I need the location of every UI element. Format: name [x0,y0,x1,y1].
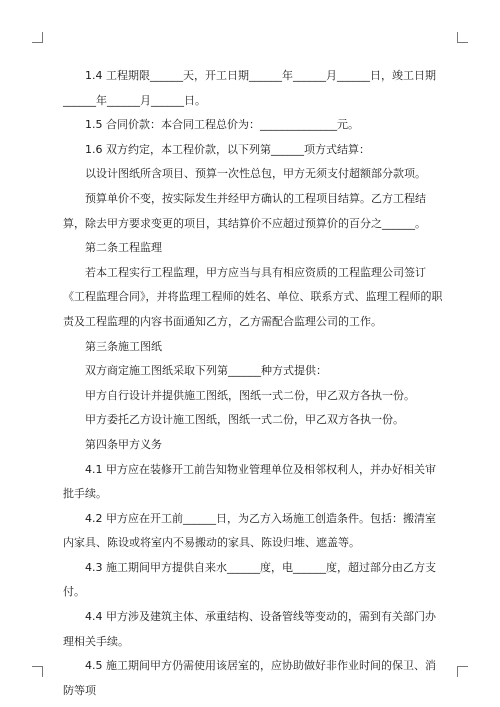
settlement-option-2: 预算单价不变，按实际发生并经甲方确认的工程项目结算。乙方工程结算，除去甲方要求变更的项目，其结算价不应超过预算价的百分之______。 [63,191,426,230]
section-heading-4: 第四条甲方义务 [85,437,162,451]
crop-mark-bottom-right [457,666,468,677]
clause-4-4: 4.4 甲方涉及建筑主体、承重结构、设备管线等变动的，需到有关部门办理相关手续。 [63,610,436,648]
settlement-option-1: 以设计图纸所含项目、预算一次性总包，甲方无须支付超额部分款项。 [85,167,426,181]
crop-mark-top-right [457,32,468,43]
clause-4-5: 4.5 施工期间甲方仍需使用该居室的，应协助做好非作业时间的保卫、消防等项 [63,659,436,697]
drawings-method: 双方商定施工图纸采取下列第______种方式提供： [85,364,327,378]
clause-4-2: 4.2 甲方应在开工前______日，为乙方入场施工创造条件。包括：搬清室内家具、陈设或将室内不易搬动的家具、陈设归堆、遮盖等。 [63,511,436,550]
clause-1-4: 1.4 工程期限______天，开工日期______年______月______日，竣工日期______年______月______日。 [63,69,436,107]
clause-1-6: 1.6 双方约定，本工程价款，以下列第______项方式结算： [85,142,370,156]
clause-1-5: 1.5 合同价款：本合同工程总价为：______________元。 [85,118,359,132]
document-body [63,64,443,703]
section-heading-2: 第二条工程监理 [85,241,162,255]
clause-4-3: 4.3 施工期间甲方提供自来水______度，电______度，超过部分由乙方支付。 [63,560,436,599]
section-heading-3: 第三条施工图纸 [85,339,162,353]
supervision-paragraph: 若本工程实行工程监理，甲方应当与具有相应资质的工程监理公司签订《工程监理合同》，并将监理工程师的姓名、单位、联系方式、监理工程师的职责及工程监理的内容书面通知乙方，乙方需配合监理公司的工作。 [63,265,443,328]
drawings-option-1: 甲方自行设计并提供施工图纸，图纸一式二份，甲乙双方各执一份。 [85,388,415,402]
drawings-option-2: 甲方委托乙方设计施工图纸，图纸一式二份，甲乙双方各执一份。 [85,413,404,427]
crop-mark-bottom-left [32,666,43,677]
crop-mark-top-left [32,32,43,43]
clause-4-1: 4.1 甲方应在装修开工前告知物业管理单位及相邻权利人，并办好相关审批手续。 [63,462,436,501]
